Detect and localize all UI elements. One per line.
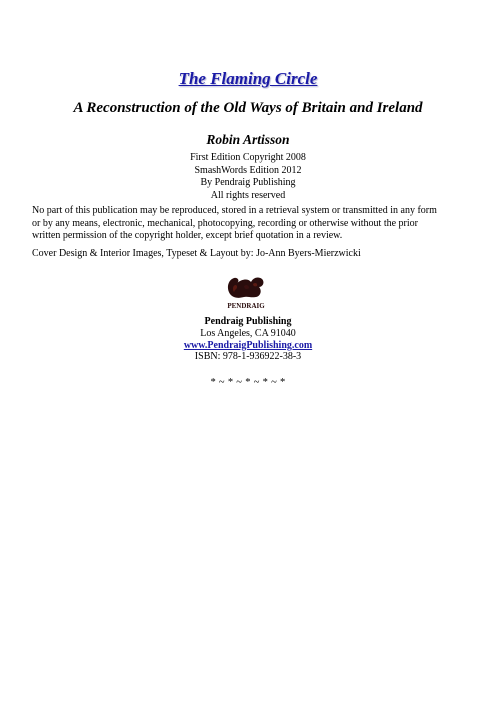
book-subtitle: A Reconstruction of the Old Ways of Britain and Ireland [73, 100, 423, 116]
book-title-link[interactable]: The Flaming Circle [178, 69, 318, 88]
section-ornament: * ~ * ~ * ~ * ~ * [210, 377, 286, 388]
book-title [0, 68, 496, 90]
copyright-notice [32, 205, 472, 243]
pendraig-logo [220, 272, 272, 312]
edition-line: SmashWords Edition 2012 [194, 164, 302, 176]
notice-line: or by any means, electronic, mechanical, photocopying, recording or otherwise without the prior [32, 217, 418, 229]
isbn: ISBN: 978-1-936922-38-3 [194, 351, 302, 363]
publisher-name: Pendraig Publishing [204, 316, 292, 327]
author-name: Robin Artisson [206, 132, 290, 147]
publisher-website-link[interactable]: www.PendraigPublishing.com [183, 339, 313, 351]
edition-info [0, 152, 496, 202]
notice-line: written permission of the copyright holder, except brief quotation in a review. [32, 230, 343, 242]
logo-wordmark: PENDRAIG [227, 302, 265, 310]
edition-line: All rights reserved [210, 189, 286, 201]
notice-line: No part of this publication may be reproduced, stored in a retrieval system or transmitted in any form [32, 205, 437, 216]
publisher-address: Los Angeles, CA 91040 [200, 327, 296, 339]
publisher-info [0, 316, 496, 363]
design-credits: Cover Design & Interior Images, Typeset & Layout by: Jo-Ann Byers-Mierzwicki [32, 248, 361, 259]
edition-line: First Edition Copyright 2008 [190, 152, 306, 163]
dragon-logo-icon [220, 272, 272, 312]
edition-line: By Pendraig Publishing [200, 177, 296, 188]
